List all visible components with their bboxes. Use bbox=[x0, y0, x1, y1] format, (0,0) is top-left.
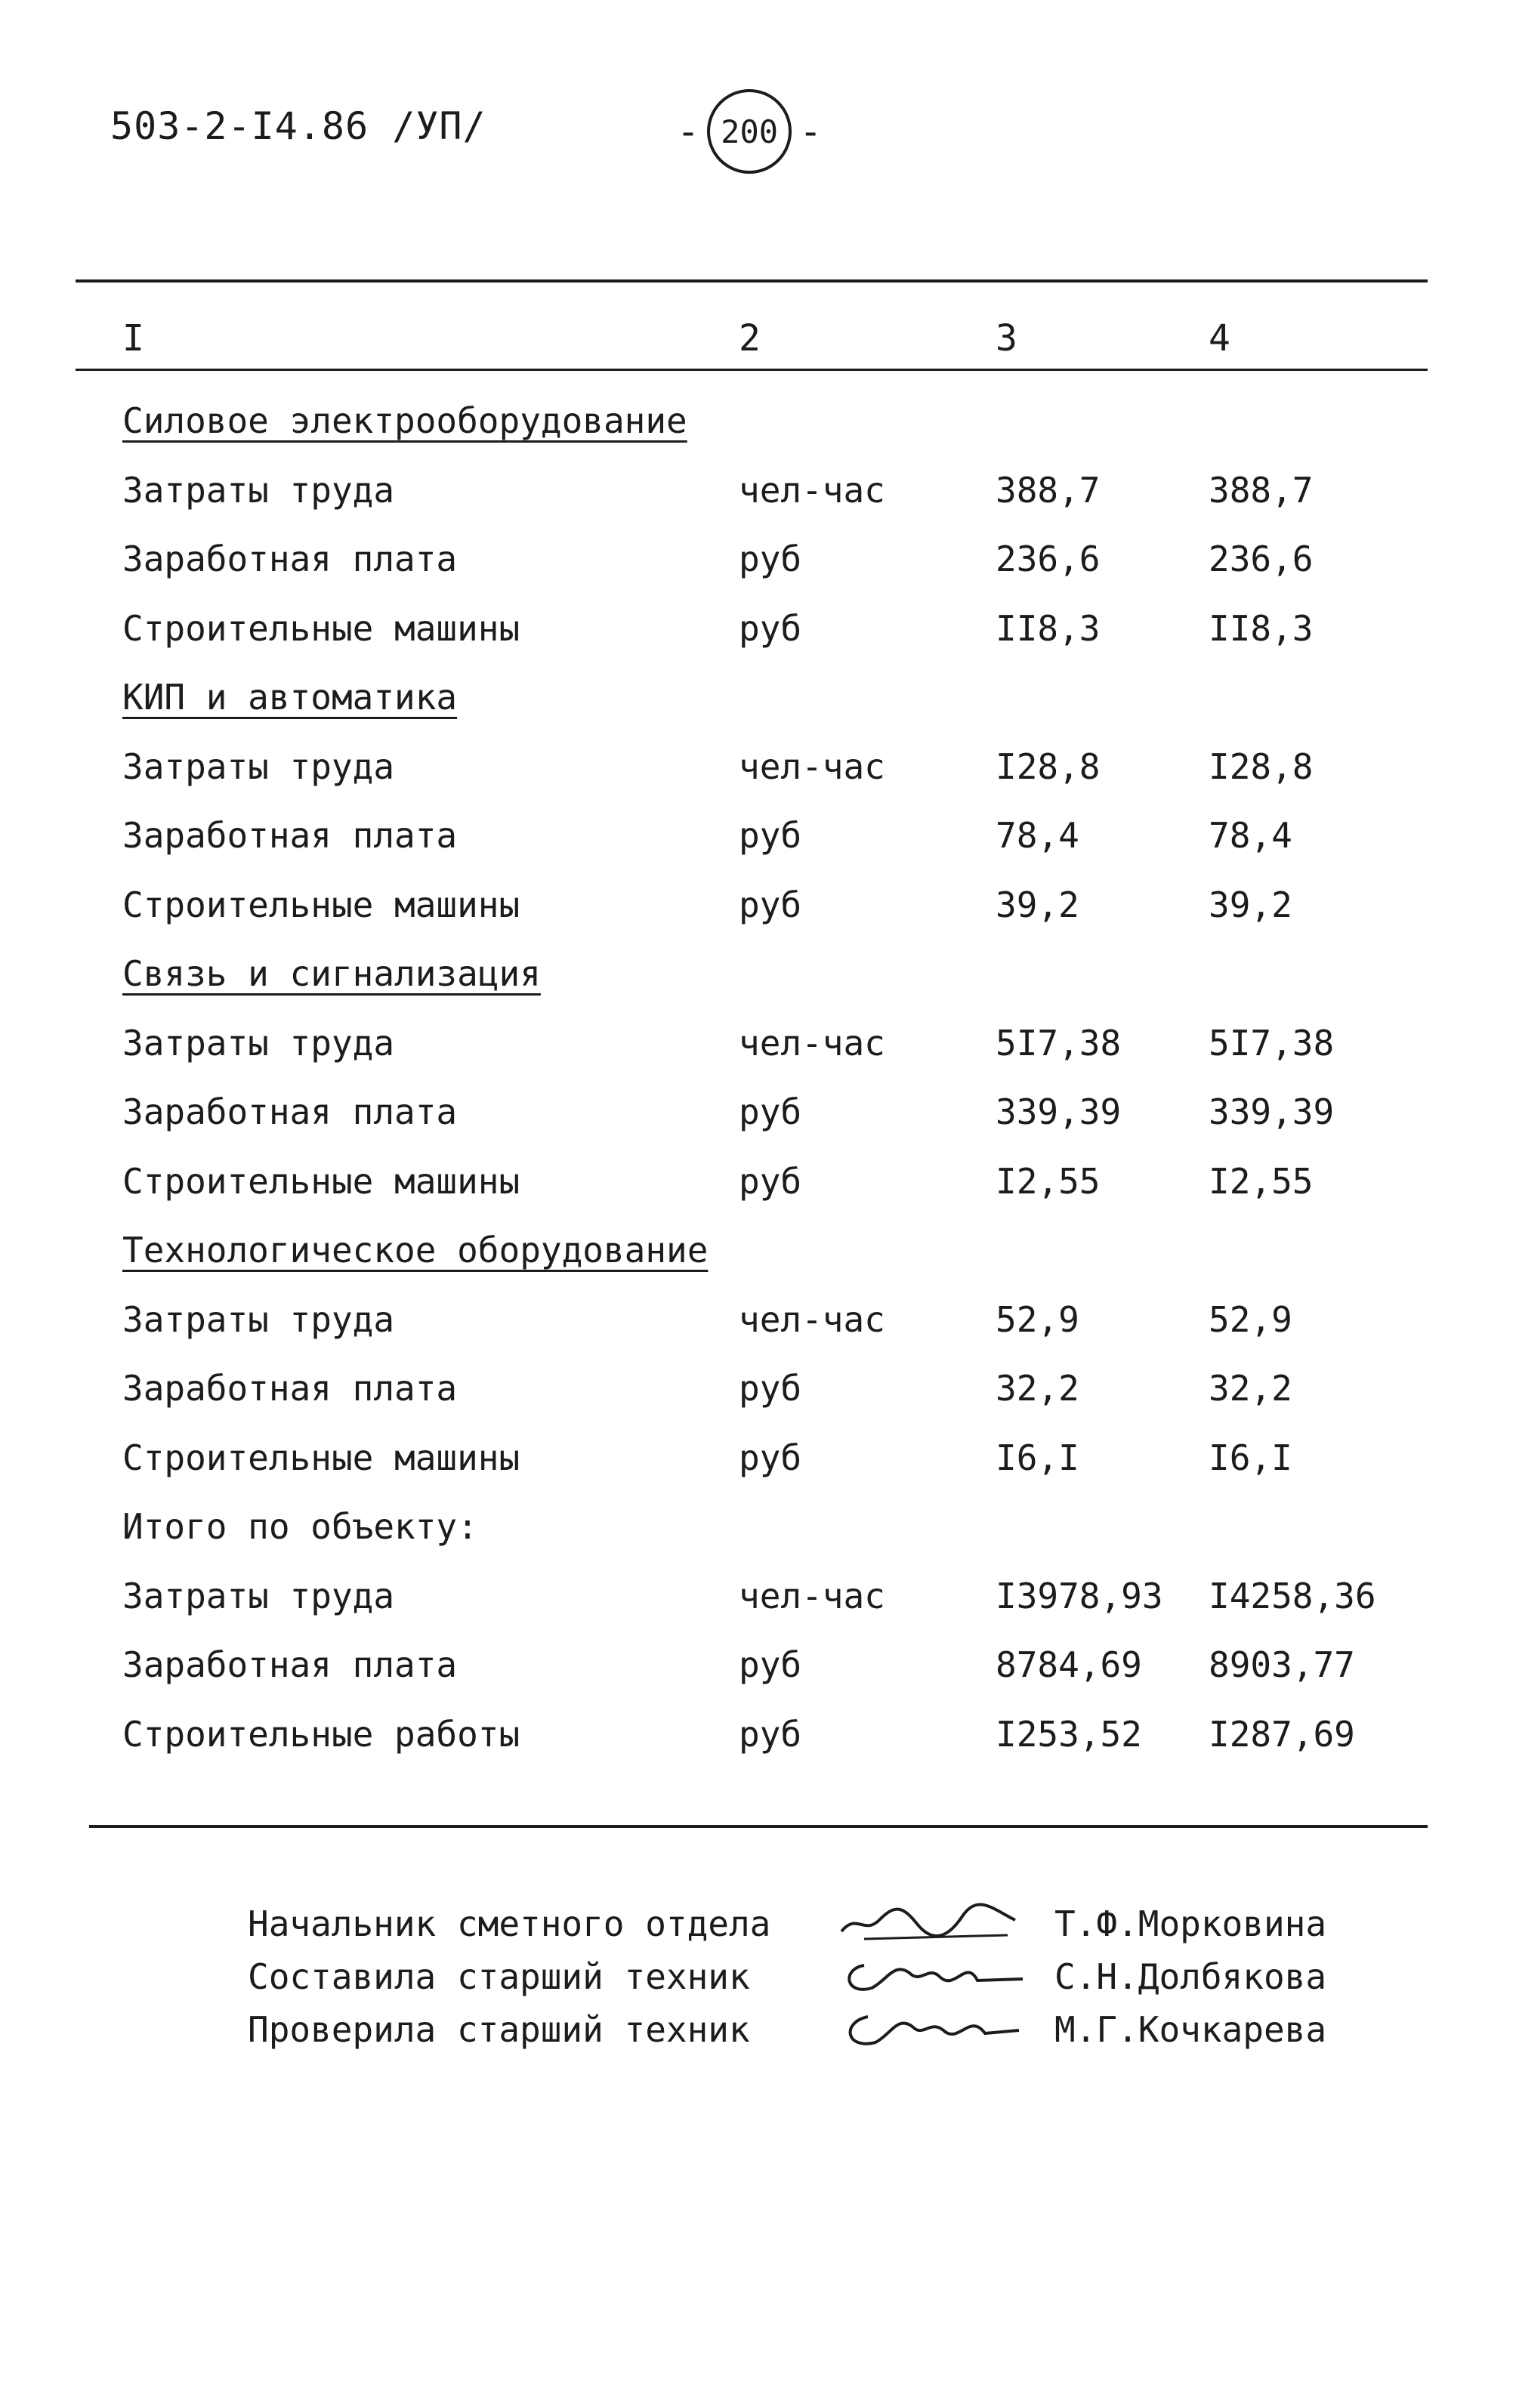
row-label: Затраты труда bbox=[122, 1575, 395, 1616]
table-row bbox=[0, 746, 1516, 816]
row-value-col3: I28,8 bbox=[996, 746, 1101, 787]
row-value-col4: 32,2 bbox=[1209, 1368, 1292, 1409]
table-row bbox=[0, 608, 1516, 678]
row-unit: руб bbox=[739, 607, 802, 649]
row-label: Строительные машины bbox=[122, 1437, 520, 1478]
signature-row bbox=[0, 1903, 1516, 1956]
row-value-col4: 388,7 bbox=[1209, 469, 1314, 511]
row-label: Строительные машины bbox=[122, 884, 520, 925]
page-number bbox=[677, 89, 822, 174]
table-row bbox=[0, 1437, 1516, 1507]
table-row bbox=[0, 815, 1516, 884]
column-header-3: 3 bbox=[996, 317, 1017, 360]
section-heading-row bbox=[0, 677, 1516, 746]
signature-name: М.Г.Кочкарева bbox=[1054, 2009, 1327, 2050]
row-label: Затраты труда bbox=[122, 1298, 395, 1340]
row-label: Заработная плата bbox=[122, 815, 458, 856]
row-value-col4: I28,8 bbox=[1209, 746, 1314, 787]
cost-table bbox=[0, 400, 1516, 1783]
handwritten-signature bbox=[834, 2003, 1030, 2064]
table-row bbox=[0, 1714, 1516, 1783]
section-heading-row bbox=[0, 1506, 1516, 1576]
row-value-col3: 52,9 bbox=[996, 1298, 1079, 1340]
table-row bbox=[0, 470, 1516, 539]
row-value-col4: 339,39 bbox=[1209, 1091, 1335, 1132]
row-label: Строительные машины bbox=[122, 1160, 520, 1202]
row-label: Строительные машины bbox=[122, 607, 520, 649]
table-row bbox=[0, 539, 1516, 608]
page-number-circle: 200 bbox=[707, 89, 792, 174]
row-unit: руб bbox=[739, 1091, 802, 1132]
row-unit: руб bbox=[739, 1713, 802, 1755]
row-value-col3: I2,55 bbox=[996, 1160, 1101, 1202]
table-row bbox=[0, 1644, 1516, 1714]
row-label: Затраты труда bbox=[122, 746, 395, 787]
row-value-col3: 5I7,38 bbox=[996, 1022, 1122, 1064]
row-unit: руб bbox=[739, 1644, 802, 1685]
row-unit: чел-час bbox=[739, 746, 885, 787]
row-label: Заработная плата bbox=[122, 1091, 458, 1132]
column-header-1: I bbox=[122, 317, 144, 360]
page-number-dash-left: - bbox=[677, 110, 700, 153]
row-value-col3: 39,2 bbox=[996, 884, 1079, 925]
row-unit: руб bbox=[739, 1368, 802, 1409]
document-code: 503-2-I4.86 /УП/ bbox=[110, 104, 486, 148]
row-value-col4: 78,4 bbox=[1209, 815, 1292, 856]
row-value-col4: 52,9 bbox=[1209, 1298, 1292, 1340]
section-heading-row bbox=[0, 1230, 1516, 1299]
row-label: Затраты труда bbox=[122, 469, 395, 511]
row-unit: руб bbox=[739, 1437, 802, 1478]
row-label: Затраты труда bbox=[122, 1022, 395, 1064]
row-unit: руб bbox=[739, 884, 802, 925]
row-label: Заработная плата bbox=[122, 1368, 458, 1409]
row-value-col3: 8784,69 bbox=[996, 1644, 1142, 1685]
row-value-col4: 39,2 bbox=[1209, 884, 1292, 925]
signature-row bbox=[0, 2009, 1516, 2062]
row-value-col3: I3978,93 bbox=[996, 1575, 1163, 1616]
column-header-2: 2 bbox=[739, 317, 761, 360]
row-value-col4: II8,3 bbox=[1209, 607, 1314, 649]
row-unit: чел-час bbox=[739, 1575, 885, 1616]
signature-row bbox=[0, 1956, 1516, 2009]
row-unit: руб bbox=[739, 539, 802, 579]
signature-role: Начальник сметного отдела bbox=[248, 1903, 771, 1944]
section-title: Силовое электрооборудование bbox=[122, 400, 687, 441]
table-row bbox=[0, 1299, 1516, 1369]
signature-name: Т.Ф.Морковина bbox=[1054, 1903, 1327, 1944]
section-heading-row bbox=[0, 400, 1516, 470]
row-label: Строительные работы bbox=[122, 1713, 520, 1755]
row-value-col3: 32,2 bbox=[996, 1368, 1079, 1409]
row-label: Заработная плата bbox=[122, 539, 458, 579]
row-unit: чел-час bbox=[739, 469, 885, 511]
table-row bbox=[0, 1091, 1516, 1161]
section-title: Технологическое оборудование bbox=[122, 1230, 709, 1270]
signature-role: Проверила старший техник bbox=[248, 2009, 750, 2050]
row-value-col4: I2,55 bbox=[1209, 1160, 1314, 1202]
row-unit: руб bbox=[739, 815, 802, 856]
row-value-col3: II8,3 bbox=[996, 607, 1101, 649]
table-row bbox=[0, 1368, 1516, 1437]
signature-block bbox=[0, 1903, 1516, 2062]
table-top-rule bbox=[76, 279, 1428, 282]
row-value-col4: 236,6 bbox=[1209, 539, 1314, 579]
section-title: Итого по объекту: bbox=[122, 1506, 478, 1547]
column-header-4: 4 bbox=[1209, 317, 1230, 360]
table-row bbox=[0, 1023, 1516, 1092]
handwritten-signature bbox=[834, 1950, 1030, 2011]
row-value-col4: I287,69 bbox=[1209, 1713, 1355, 1755]
row-value-col4: I6,I bbox=[1209, 1437, 1292, 1478]
row-value-col3: 78,4 bbox=[996, 815, 1079, 856]
row-unit: чел-час bbox=[739, 1022, 885, 1064]
row-value-col4: I4258,36 bbox=[1209, 1575, 1376, 1616]
section-heading-row bbox=[0, 953, 1516, 1023]
row-value-col3: 339,39 bbox=[996, 1091, 1122, 1132]
row-unit: чел-час bbox=[739, 1298, 885, 1340]
table-bottom-rule bbox=[89, 1825, 1428, 1828]
row-value-col3: I253,52 bbox=[996, 1713, 1142, 1755]
row-value-col3: 388,7 bbox=[996, 469, 1101, 511]
row-label: Заработная плата bbox=[122, 1644, 458, 1685]
row-value-col3: 236,6 bbox=[996, 539, 1101, 579]
table-row bbox=[0, 884, 1516, 954]
row-unit: руб bbox=[739, 1160, 802, 1202]
table-row bbox=[0, 1576, 1516, 1645]
handwritten-signature bbox=[834, 1897, 1030, 1959]
table-header-rule bbox=[76, 369, 1428, 371]
section-title: КИП и автоматика bbox=[122, 677, 458, 718]
row-value-col4: 5I7,38 bbox=[1209, 1022, 1335, 1064]
signature-role: Составила старший техник bbox=[248, 1956, 750, 1997]
signature-name: С.Н.Долбякова bbox=[1054, 1956, 1327, 1997]
row-value-col4: 8903,77 bbox=[1209, 1644, 1355, 1685]
section-title: Связь и сигнализация bbox=[122, 953, 541, 994]
page-number-dash-right: - bbox=[799, 110, 823, 153]
table-row bbox=[0, 1161, 1516, 1230]
row-value-col3: I6,I bbox=[996, 1437, 1079, 1478]
